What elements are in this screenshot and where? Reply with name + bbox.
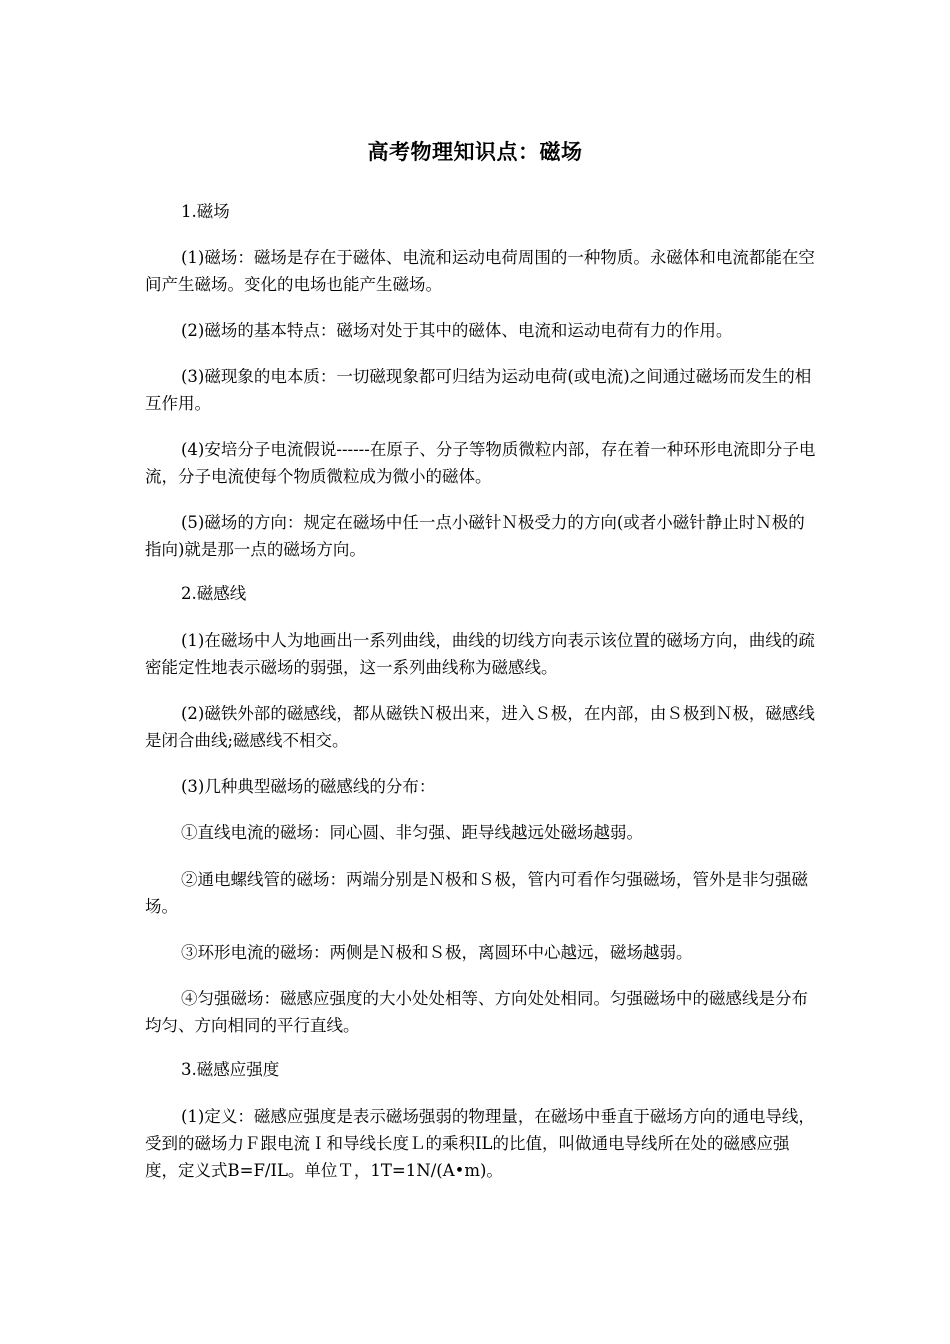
section-heading-magnetic-induction: 3.磁感应强度 xyxy=(181,1060,280,1079)
paragraph-1-5: (5)磁场的方向：规定在磁场中任一点小磁针Ｎ极受力的方向(或者小磁针静止时Ｎ极的指向)就是那一点的磁场方向。 xyxy=(145,513,805,559)
paragraph-2-1: (1)在磁场中人为地画出一系列曲线，曲线的切线方向表示该位置的磁场方向，曲线的疏密能定性地表示磁场的弱强，这一系列曲线称为磁感线。 xyxy=(145,631,815,677)
paragraph-1-4: (4)安培分子电流假说------在原子、分子等物质微粒内部，存在着一种环形电流即分子电流，分子电流使每个物质微粒成为微小的磁体。 xyxy=(145,440,816,486)
paragraph-1-3: (3)磁现象的电本质：一切磁现象都可归结为运动电荷(或电流)之间通过磁场而发生的相互作用。 xyxy=(145,367,812,413)
section-heading-field-lines: 2.磁感线 xyxy=(181,584,247,603)
paragraph-2-7: ④匀强磁场：磁感应强度的大小处处相等、方向处处相同。匀强磁场中的磁感线是分布均匀、方向相同的平行直线。 xyxy=(145,989,808,1035)
paragraph-1-2: (2)磁场的基本特点：磁场对处于其中的磁体、电流和运动电荷有力的作用。 xyxy=(181,321,733,340)
paragraph-2-4: ①直线电流的磁场：同心圆、非匀强、距导线越远处磁场越弱。 xyxy=(181,823,643,842)
document-title: 高考物理知识点：磁场 xyxy=(367,140,583,164)
paragraph-2-5: ②通电螺线管的磁场：两端分别是Ｎ极和Ｓ极，管内可看作匀强磁场，管外是非匀强磁场。 xyxy=(145,870,808,916)
paragraph-2-2: (2)磁铁外部的磁感线，都从磁铁Ｎ极出来，进入Ｓ极，在内部，由Ｓ极到Ｎ极，磁感线是闭合曲线;磁感线不相交。 xyxy=(145,704,815,750)
paragraph-1-1: (1)磁场：磁场是存在于磁体、电流和运动电荷周围的一种物质。永磁体和电流都能在空间产生磁场。变化的电场也能产生磁场。 xyxy=(145,248,815,294)
section-heading-magnetic-field: 1.磁场 xyxy=(181,202,230,221)
paragraph-3-1: (1)定义：磁感应强度是表示磁场强弱的物理量，在磁场中垂直于磁场方向的通电导线，受到的磁场力Ｆ跟电流Ｉ和导线长度Ｌ的乘积IL的比值，叫做通电导线所在处的磁感应强度，定义式B=F/IL。单位Ｔ，1T=1N/(A•m)。 xyxy=(145,1107,815,1180)
paragraph-2-6: ③环形电流的磁场：两侧是Ｎ极和Ｓ极，离圆环中心越远，磁场越弱。 xyxy=(181,943,693,962)
paragraph-2-3: (3)几种典型磁场的磁感线的分布： xyxy=(181,777,436,796)
